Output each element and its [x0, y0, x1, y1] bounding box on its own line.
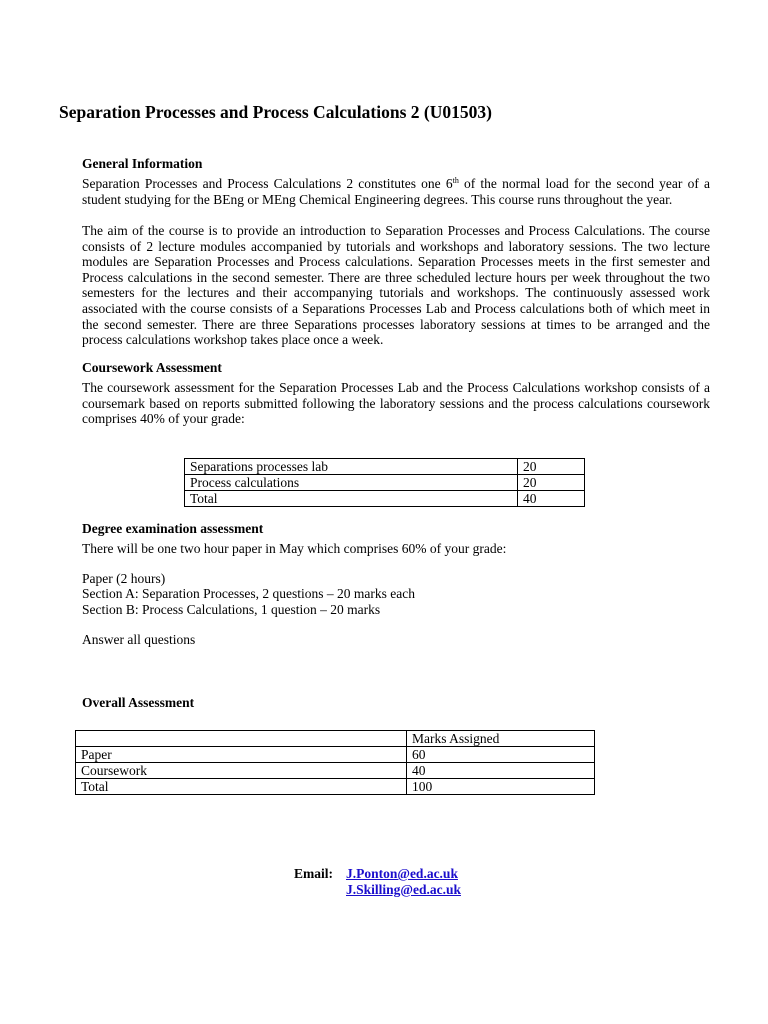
table-cell: Separations processes lab — [185, 459, 518, 475]
table-row — [185, 491, 585, 507]
exam-heading: Degree examination assessment — [82, 521, 264, 536]
table-row — [185, 475, 585, 491]
table-cell: Total — [185, 491, 518, 507]
table-row — [76, 763, 595, 779]
general-paragraph-2: The aim of the course is to provide an introduction to Separation Processes and Process Calculations. The course consists of 2 lecture modules accompanied by tutorials and workshops and laboratory sessions. The two lecture modules are Separation Processes and Process calculations. Separation Processes meets in the first semester and Process calculations in the second semester. There are three scheduled lecture hours per week throughout the two semesters for the lectures and their accompanying tutorials and workshops. The continuously assessed work associated with the course consists of a Separations Processes Lab and Process calculations both of which meet in the second semester. There are three Separations processes laboratory sessions at times to be arranged and the process calculations workshop takes place once a week. — [82, 223, 710, 348]
exam-intro: There will be one two hour paper in May which comprises 60% of your grade: — [82, 541, 507, 556]
table-cell: 20 — [518, 475, 585, 491]
table-cell: Total — [76, 779, 407, 795]
overall-table — [75, 730, 595, 795]
table-cell: 40 — [518, 491, 585, 507]
table-cell: 40 — [407, 763, 595, 779]
table-row — [76, 779, 595, 795]
table-cell: 20 — [518, 459, 585, 475]
overall-heading: Overall Assessment — [82, 695, 195, 710]
document-title: Separation Processes and Process Calculations 2 (U01503) — [59, 102, 492, 122]
table-cell: 60 — [407, 747, 595, 763]
table-cell: Process calculations — [185, 475, 518, 491]
table-cell — [76, 731, 407, 747]
general-information-heading: General Information — [82, 156, 203, 171]
email-link-ponton[interactable]: J.Ponton@ed.ac.uk — [346, 866, 458, 881]
exam-paper: Paper (2 hours) — [82, 571, 166, 586]
email-link-skilling[interactable]: J.Skilling@ed.ac.uk — [346, 882, 461, 897]
exam-section-b: Section B: Process Calculations, 1 question – 20 marks — [82, 602, 381, 617]
exam-section-a: Section A: Separation Processes, 2 questions – 20 marks each — [82, 586, 415, 601]
table-cell: Coursework — [76, 763, 407, 779]
exam-instruction: Answer all questions — [82, 632, 196, 647]
coursework-table — [184, 458, 585, 507]
table-row — [76, 731, 595, 747]
table-cell: 100 — [407, 779, 595, 795]
table-cell: Marks Assigned — [407, 731, 595, 747]
email-label: Email: — [294, 866, 333, 881]
table-row — [76, 747, 595, 763]
coursework-paragraph: The coursework assessment for the Separation Processes Lab and the Process Calculations workshop consists of a coursemark based on reports submitted following the laboratory sessions and the process calculations coursework comprises 40% of your grade: — [82, 380, 710, 427]
table-row — [185, 459, 585, 475]
general-p1-before: Separation Processes and Process Calculations 2 constitutes one 6 — [82, 176, 453, 191]
coursework-heading: Coursework Assessment — [82, 360, 222, 375]
table-cell: Paper — [76, 747, 407, 763]
general-paragraph-1 — [82, 176, 710, 207]
general-p1-sup: th — [452, 176, 459, 185]
general-p1-after: of the normal load for the second year of a student studying for the BEng or MEng Chemical Engineering degrees. This course runs throughout the year. — [82, 176, 710, 207]
